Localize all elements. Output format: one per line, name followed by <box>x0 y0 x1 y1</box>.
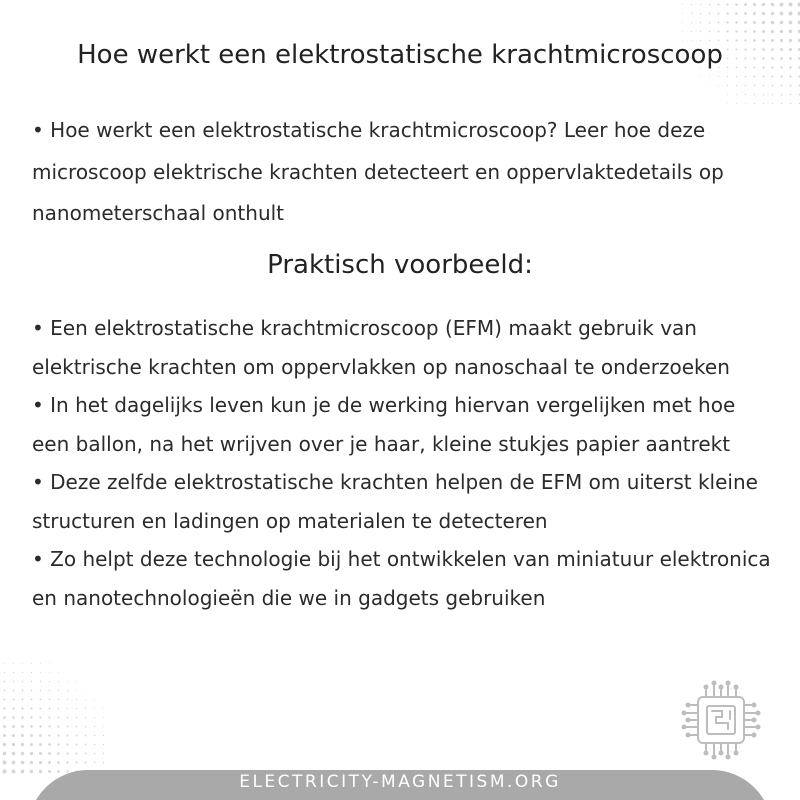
footer-website: ELECTRICITY-MAGNETISM.ORG <box>239 772 561 792</box>
microchip-icon <box>676 675 766 765</box>
bullet-item: • In het dagelijks leven kun je de werking hiervan vergelijken met hoe een ballon, na het wrijven over je haar, kleine stukjes papier aantrekt <box>32 393 736 456</box>
dot-pattern-decoration-bottom-left <box>0 650 110 780</box>
bullet-item: • Een elektrostatische krachtmicroscoop (EFM) maakt gebruik van elektrische krachten om oppervlakken op nanoschaal te onderzoeken <box>32 316 730 379</box>
example-bullet-list <box>32 309 772 617</box>
section-title: Praktisch voorbeeld: <box>267 250 533 280</box>
bullet-item: • Deze zelfde elektrostatische krachten helpen de EFM om uiterst kleine structuren en ladingen op materialen te detecteren <box>32 470 758 533</box>
page-title: Hoe werkt een elektrostatische krachtmicroscoop <box>77 40 723 70</box>
bullet-item: • Zo helpt deze technologie bij het ontwikkelen van miniatuur elektronica en nanotechnologieën die we in gadgets gebruiken <box>32 547 771 610</box>
intro-paragraph: • Hoe werkt een elektrostatische krachtmicroscoop? Leer hoe deze microscoop elektrische krachten detecteert en oppervlaktedetails op nanometerschaal onthult <box>32 118 724 225</box>
